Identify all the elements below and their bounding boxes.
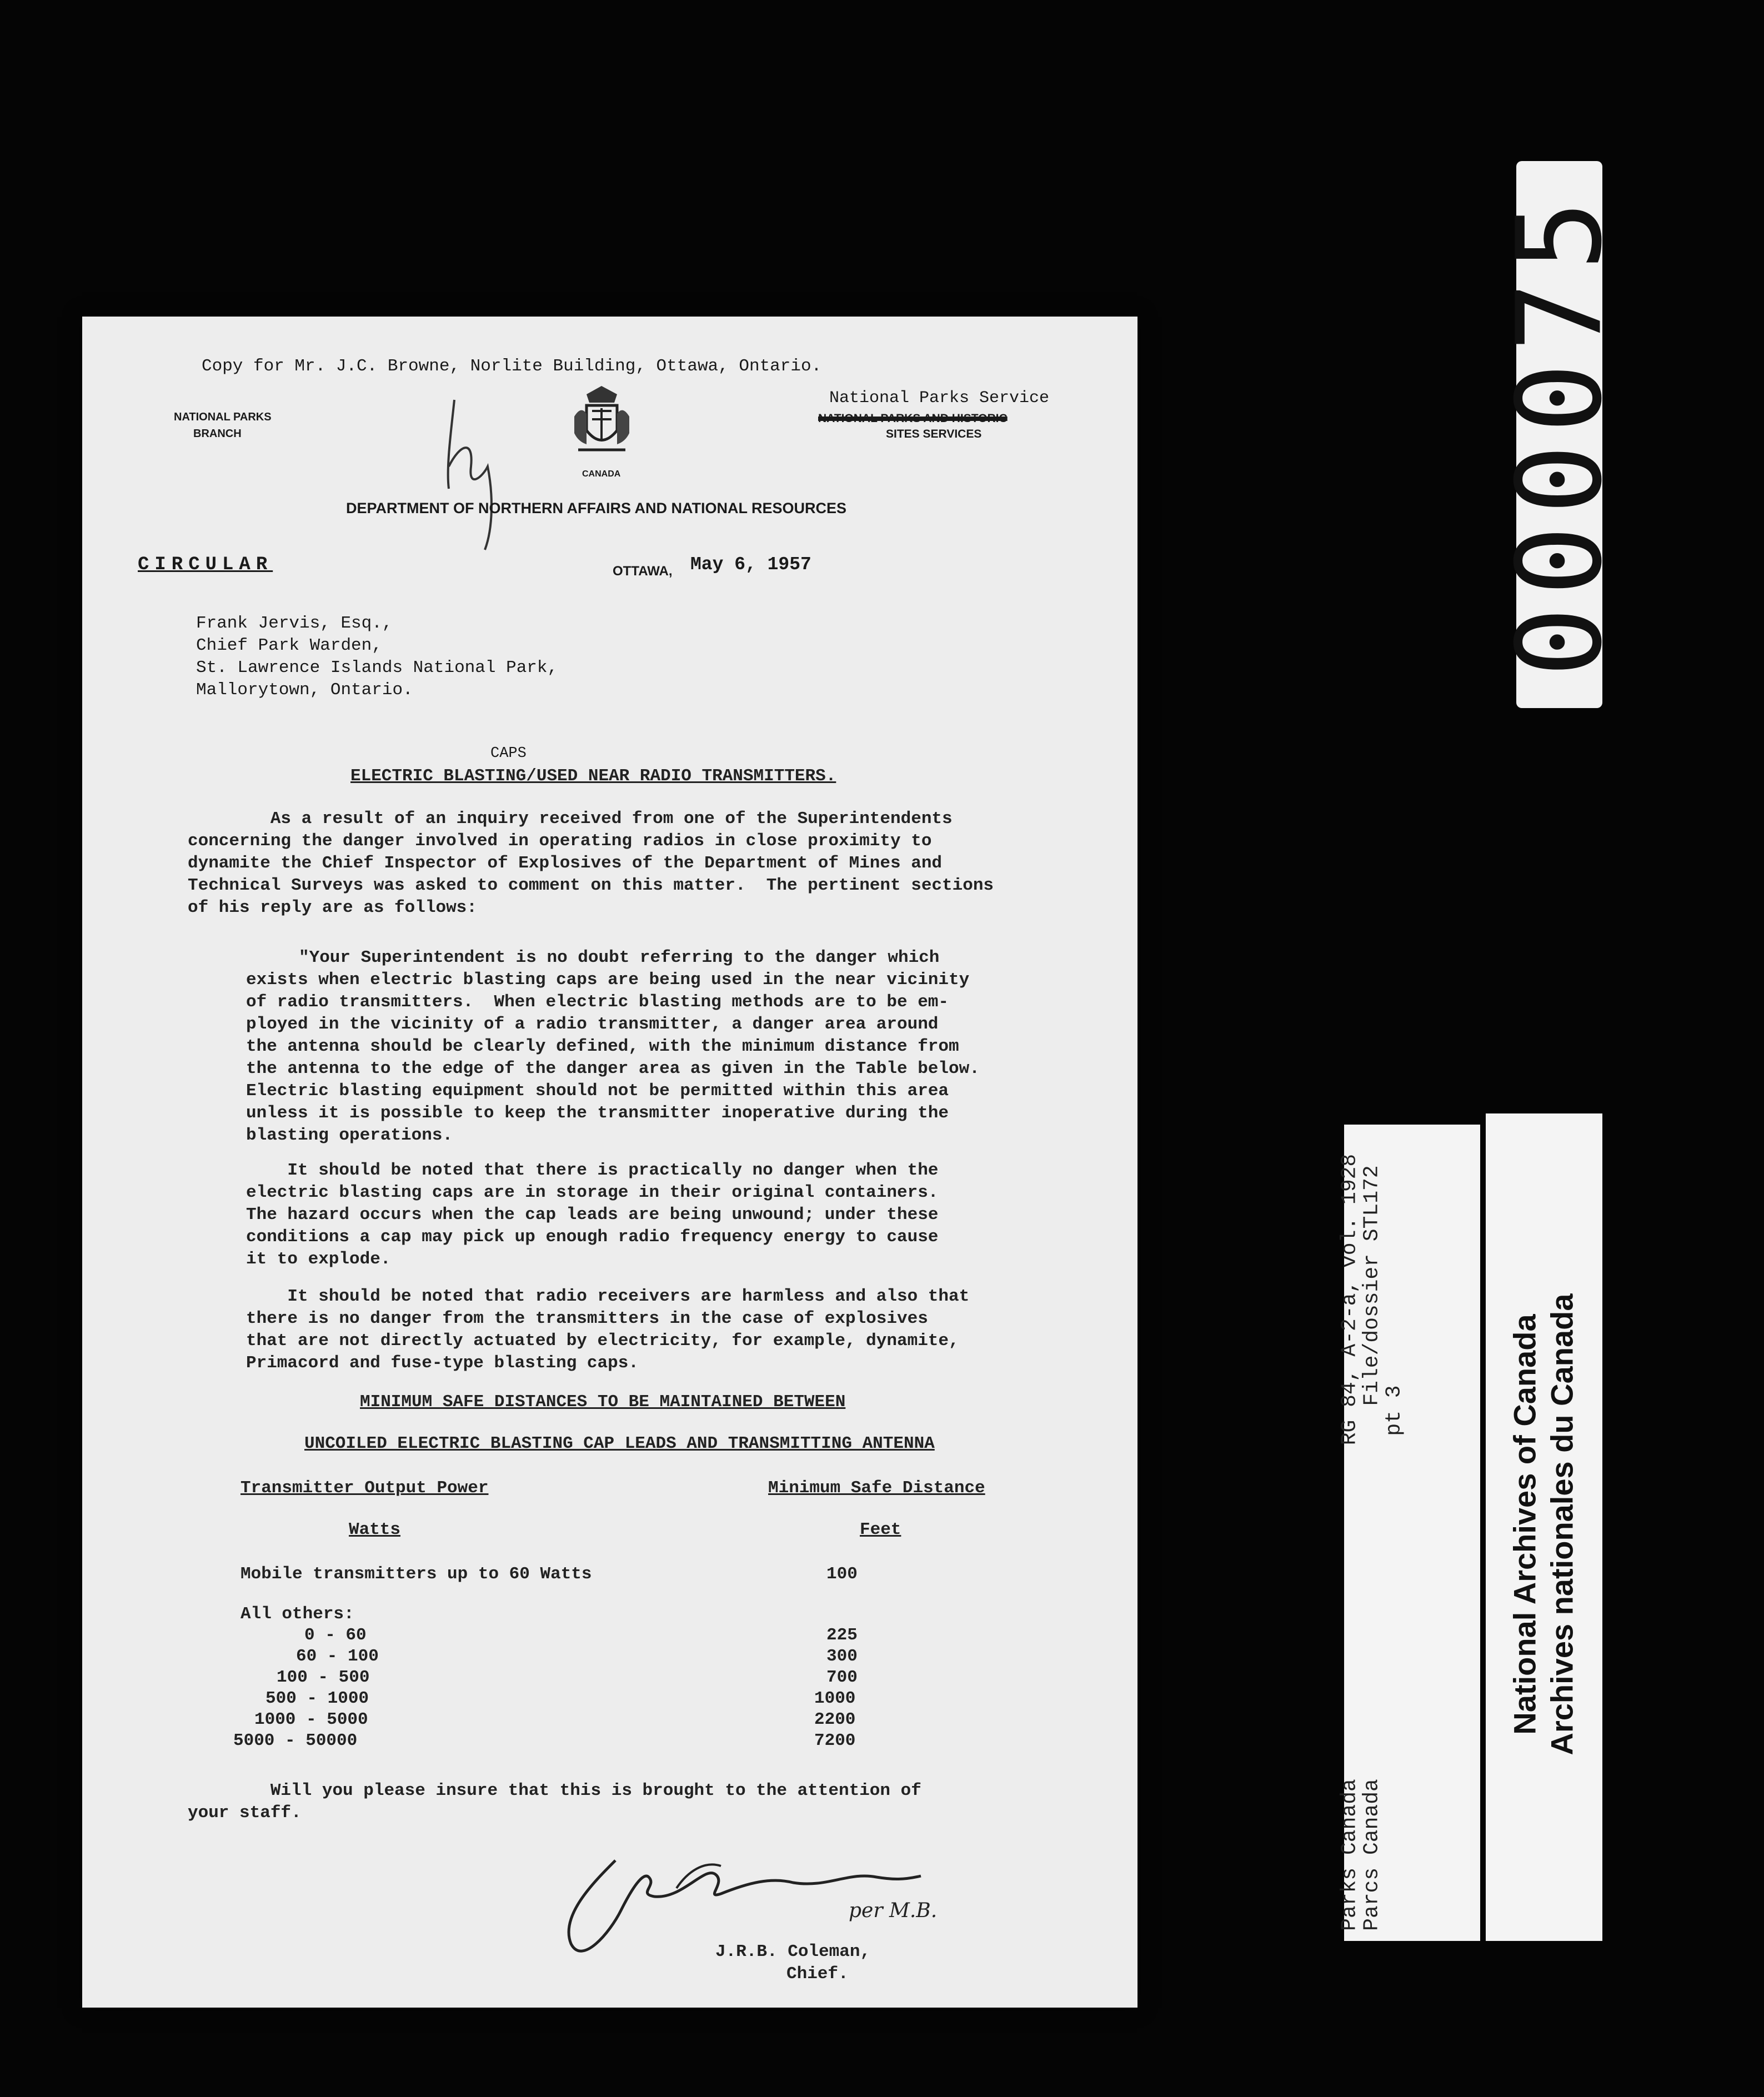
closing-line-1: Will you please insure that this is brought to the attention of <box>188 1781 921 1800</box>
addressee-line-1: Frank Jervis, Esq., <box>196 614 393 633</box>
table-row-value: 1000 <box>814 1689 856 1708</box>
service-printed-line-2: SITES SERVICES <box>886 428 982 440</box>
quote2-line-1: It should be noted that there is practically no danger when the <box>246 1161 939 1180</box>
quote2-line-3: The hazard occurs when the cap leads are being unwound; under these <box>246 1205 939 1225</box>
table-title-1: MINIMUM SAFE DISTANCES TO BE MAINTAINED BETWEEN <box>360 1392 846 1412</box>
copy-line: Copy for Mr. J.C. Browne, Norlite Building, Ottawa, Ontario. <box>202 357 822 376</box>
service-typed: National Parks Service <box>829 389 1050 408</box>
circular-heading: CIRCULAR <box>138 554 273 575</box>
table-col-power: Transmitter Output Power <box>240 1478 489 1498</box>
quote1-line-2: exists when electric blasting caps are being used in the near vicinity <box>246 970 970 990</box>
addressee-line-4: Mallorytown, Ontario. <box>196 680 413 700</box>
agency-line-1: Parks Canada <box>1337 1779 1362 1931</box>
mobile-row-value: 100 <box>826 1564 858 1584</box>
table-col-distance: Minimum Safe Distance <box>768 1478 985 1498</box>
quote1-line-9: blasting operations. <box>246 1126 453 1145</box>
quote1-line-6: the antenna to the edge of the danger area as given in the Table below. <box>246 1059 980 1078</box>
quote1-line-1: "Your Superintendent is no doubt referring to the danger which <box>299 948 940 967</box>
all-others-label: All others: <box>240 1604 354 1624</box>
quote1-line-7: Electric blasting equipment should not be permitted within this area <box>246 1081 949 1101</box>
agency-line-2: Parcs Canada <box>1360 1779 1384 1931</box>
addressee-line-3: St. Lawrence Islands National Park, <box>196 658 558 678</box>
para1-line-3: dynamite the Chief Inspector of Explosives of the Department of Mines and <box>188 854 943 873</box>
para1-line-4: Technical Surveys was asked to comment on this matter. The pertinent sections <box>188 876 994 895</box>
para1-line-2: concerning the danger involved in operating radios in close proximity to <box>188 831 932 851</box>
quote1-line-8: unless it is possible to keep the transmitter inoperative during the <box>246 1103 949 1123</box>
table-row-range: 0 - 60 <box>304 1626 367 1645</box>
signature-name: J.R.B. Coleman, <box>715 1942 871 1961</box>
quote3-line-2: there is no danger from the transmitters in the case of explosives <box>246 1309 928 1328</box>
quote2-line-5: it to explode. <box>246 1250 391 1269</box>
quote3-line-1: It should be noted that radio receivers are harmless and also that <box>246 1287 970 1306</box>
handwritten-initials <box>421 383 532 561</box>
letter-date: May 6, 1957 <box>690 554 811 575</box>
department-heading: DEPARTMENT OF NORTHERN AFFAIRS AND NATIONAL RESOURCES <box>346 500 847 516</box>
quote2-line-2: electric blasting caps are in storage in their original containers. <box>246 1183 939 1202</box>
reference-line-1: RG 84, A-2-a, vol. 1928 <box>1337 1153 1362 1446</box>
table-row-value: 225 <box>826 1626 858 1645</box>
crest-caption: CANADA <box>582 469 621 479</box>
table-row-value: 300 <box>826 1647 858 1666</box>
branch-left-line-2: BRANCH <box>193 428 242 440</box>
table-unit-feet: Feet <box>860 1520 901 1539</box>
quote1-line-5: the antenna should be clearly defined, with the minimum distance from <box>246 1037 959 1056</box>
reference-line-2: File/dossier STL172 <box>1360 1165 1384 1406</box>
para1-line-5: of his reply are as follows: <box>188 898 477 917</box>
canada-crest-icon <box>570 383 634 461</box>
table-title-2: UNCOILED ELECTRIC BLASTING CAP LEADS AND TRANSMITTING ANTENNA <box>304 1434 935 1453</box>
table-unit-watts: Watts <box>349 1520 401 1539</box>
table-row-range: 100 - 500 <box>277 1668 370 1687</box>
table-row-value: 7200 <box>814 1731 856 1750</box>
quote1-line-3: of radio transmitters. When electric blasting methods are to be em- <box>246 992 949 1012</box>
table-row-value: 700 <box>826 1668 858 1687</box>
branch-left-line-1: NATIONAL PARKS <box>174 411 272 423</box>
table-row-range: 60 - 100 <box>296 1647 379 1666</box>
quote1-line-4: ployed in the vicinity of a radio transmitter, a danger area around <box>246 1015 939 1034</box>
date-city: OTTAWA, <box>613 564 673 579</box>
table-row-value: 2200 <box>814 1710 856 1729</box>
signature-per: per M.B. <box>849 1899 938 1922</box>
archives-line-en: National Archives of Canada <box>1507 1314 1542 1735</box>
subject-heading: ELECTRIC BLASTING/USED NEAR RADIO TRANSMITTERS. <box>350 766 836 786</box>
addressee-line-2: Chief Park Warden, <box>196 636 382 655</box>
letter-page <box>82 317 1137 2008</box>
quote3-line-4: Primacord and fuse-type blasting caps. <box>246 1353 639 1373</box>
table-row-range: 500 - 1000 <box>265 1689 369 1708</box>
mobile-row-label: Mobile transmitters up to 60 Watts <box>240 1564 592 1584</box>
quote2-line-4: conditions a cap may pick up enough radio frequency energy to cause <box>246 1227 939 1247</box>
table-row-range: 1000 - 5000 <box>254 1710 368 1729</box>
service-printed-line-1: NATIONAL PARKS AND HISTORIC <box>818 412 1008 425</box>
para1-line-1: As a result of an inquiry received from one of the Superintendents <box>188 809 953 829</box>
quote3-line-3: that are not directly actuated by electricity, for example, dynamite, <box>246 1331 959 1351</box>
archives-line-fr: Archives nationales du Canada <box>1544 1293 1580 1755</box>
archive-number: 000075 <box>1491 189 1628 678</box>
reference-line-3: pt 3 <box>1382 1385 1406 1436</box>
closing-line-2: your staff. <box>188 1803 302 1823</box>
table-row-range: 5000 - 50000 <box>233 1731 358 1750</box>
signature-title: Chief. <box>786 1964 849 1984</box>
subject-insert: CAPS <box>490 745 527 762</box>
